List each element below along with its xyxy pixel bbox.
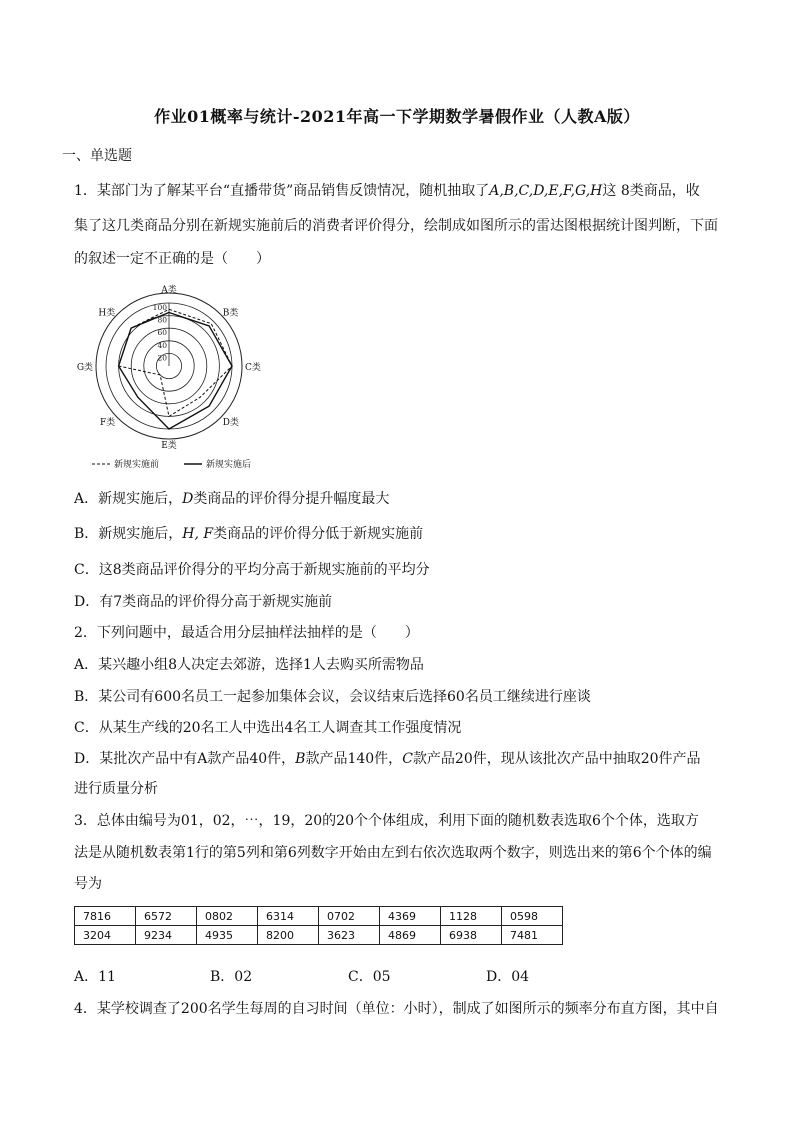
q1-stem-text-end: 这 8类商品，收: [602, 183, 700, 199]
q2-option-b: B．某公司有600名员工一起参加集体会议，会议结束后选择60名员工继续进行座谈: [74, 689, 591, 705]
q1-option-b-text: B．新规实施后，: [74, 526, 183, 542]
radar-scale-label: 80: [157, 315, 167, 325]
radar-scale-label: 60: [157, 328, 167, 338]
q3-stem-line2: 法是从随机数表第1行的第5列和第6列数字开始由左到右依次选取两个数字，则选出来的第6个个体的编: [74, 845, 712, 861]
legend-label-before: 新规实施前: [114, 460, 160, 470]
radar-category-label: B类: [222, 308, 239, 319]
q1-stem-line3: 的叙述一定不正确的是（ ）: [74, 251, 270, 267]
q1-option-a-math: D: [182, 491, 194, 507]
q1-option-c: C．这8类商品评价得分的平均分高于新规实施前的平均分: [74, 562, 430, 578]
legend-label-after: 新规实施后: [206, 460, 252, 470]
table-row: [75, 907, 563, 926]
q3-option-d: D．04: [486, 969, 530, 985]
table-cell: 0598: [502, 907, 563, 926]
table-cell: 3623: [319, 926, 380, 945]
q2-stem: 2．下列问题中，最适合用分层抽样法抽样的是（ ）: [74, 625, 419, 641]
q1-stem-text: 1．某部门为了解某平台“直播带货”商品销售反馈情况，随机抽取了: [74, 183, 490, 199]
table-cell: 9234: [136, 926, 197, 945]
table-row: [75, 926, 563, 945]
q2-option-d-math-b: B: [295, 751, 306, 767]
table-cell: 6572: [136, 907, 197, 926]
radar-chart: [76, 285, 284, 476]
q2-option-d-text: D．某批次产品中有A款产品40件，: [74, 751, 296, 767]
table-cell: 6938: [441, 926, 502, 945]
table-cell: 7481: [502, 926, 563, 945]
radar-category-label: H类: [98, 308, 116, 319]
radar-category-label: E类: [161, 441, 177, 452]
q2-option-c: C．从某生产线的20名工人中选出4名工人调查其工作强度情况: [74, 720, 462, 736]
radar-category-label: A类: [161, 285, 177, 296]
q3-stem-line3: 号为: [74, 876, 102, 892]
q3-option-c: C．05: [348, 969, 391, 985]
radar-scale-label: 20: [157, 353, 167, 363]
q2-option-d-text-mid: 款产品140件，: [305, 751, 403, 767]
q3-option-b: B．02: [210, 969, 253, 985]
table-cell: 6314: [258, 907, 319, 926]
table-cell: 0702: [319, 907, 380, 926]
q1-option-a-text: A．新规实施后，: [74, 491, 183, 507]
table-cell: 0802: [197, 907, 258, 926]
q2-option-a: A．某兴趣小组8人决定去郊游，选择1人去购买所需物品: [74, 657, 424, 673]
section-heading: 一、单选题: [62, 148, 132, 164]
q1-option-a: [74, 488, 389, 508]
table-cell: 1128: [441, 907, 502, 926]
q1-option-a-text-end: 类商品的评价得分提升幅度最大: [193, 491, 390, 507]
table-cell: 8200: [258, 926, 319, 945]
q2-option-d-line2: 进行质量分析: [74, 781, 158, 797]
table-cell: 3204: [75, 926, 136, 945]
table-cell: 4935: [197, 926, 258, 945]
radar-category-label: F类: [99, 417, 116, 428]
q1-option-d: D．有7类商品的评价得分高于新规实施前: [74, 594, 333, 610]
radar-category-label: C类: [244, 363, 261, 374]
q1-option-b-math: H, F: [182, 526, 214, 542]
radar-category-label: G类: [76, 363, 94, 374]
q2-option-d: [74, 748, 701, 768]
q1-stem-line2: 集了这几类商品分别在新规实施前后的消费者评价得分，绘制成如图所示的雷达图根据统计图判断，下面: [74, 218, 718, 234]
radar-series-before: [119, 309, 232, 416]
table-cell: 4869: [380, 926, 441, 945]
q2-option-d-math-c: C: [402, 751, 413, 767]
radar-category-label: D类: [222, 417, 239, 428]
q4-stem-line1: 4．某学校调查了200名学生每周的自习时间（单位：小时），制成了如图所示的频率分布直方图，其中自: [74, 1001, 719, 1017]
q1-option-b-text-end: 类商品的评价得分低于新规实施前: [213, 526, 424, 542]
table-cell: 4369: [380, 907, 441, 926]
q1-option-b: [74, 523, 423, 543]
radar-scale-label: 40: [157, 340, 167, 350]
q3-stem-line1: 3．总体由编号为01，02，⋯，19，20的20个个体组成，利用下面的随机数表选取6个个体，选取方: [74, 813, 699, 829]
random-number-table: [74, 906, 563, 945]
page-title: 作业01概率与统计-2021年高一下学期数学暑假作业（人教A版）: [154, 107, 640, 126]
radar-scale-label: 100: [152, 303, 167, 312]
q1-category-letters: A,B,C,D,E,F,G,H: [489, 183, 603, 199]
q2-option-d-text-end: 款产品20件，现从该批次产品中抽取20件产品: [412, 751, 701, 767]
q3-option-a: A．11: [74, 969, 116, 985]
q1-stem-line1: [74, 180, 734, 200]
radar-series-after: [119, 313, 232, 430]
table-cell: 7816: [75, 907, 136, 926]
